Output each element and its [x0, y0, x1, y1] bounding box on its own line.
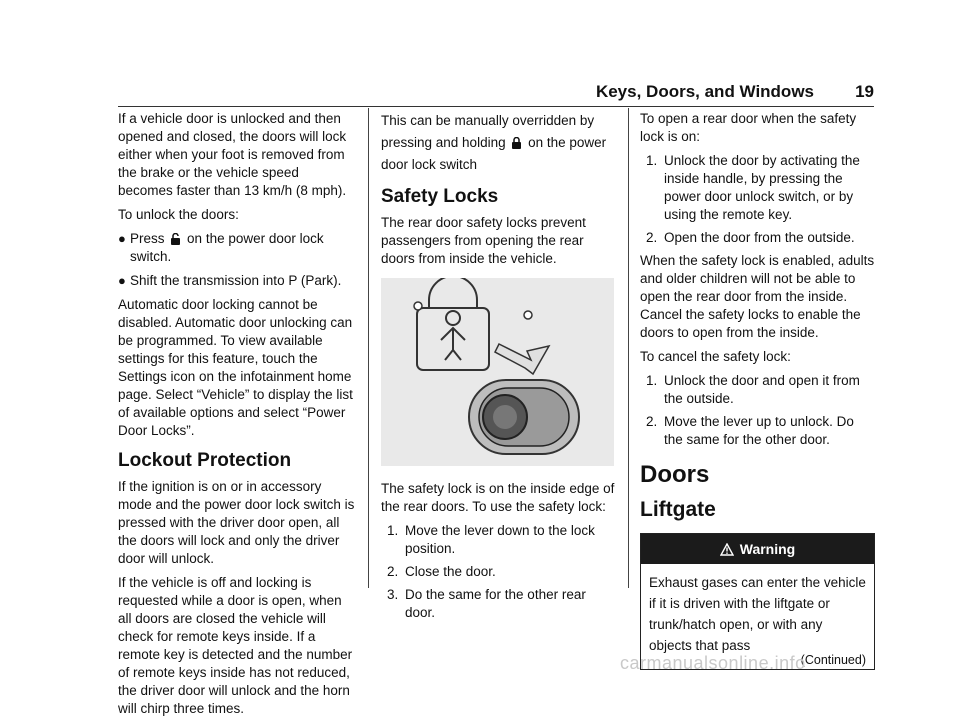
bullet-text: on the power door lock switch. [130, 231, 324, 264]
warning-header [641, 534, 874, 564]
column-2 [381, 110, 616, 627]
warning-box [640, 533, 875, 670]
paragraph: The rear door safety locks prevent passengers from opening the rear doors from inside the vehicle. [381, 215, 586, 266]
column-1 [118, 110, 356, 724]
unlock-icon [170, 233, 181, 245]
list-item: 3. Do the same for the other rear door. [387, 586, 616, 622]
paragraph: The safety lock is on the inside edge of the rear doors. To use the safety lock: [381, 481, 615, 514]
list-item: 2. Close the door. [387, 564, 496, 579]
step-text: Open the door from the outside. [664, 230, 855, 245]
paragraph: If a vehicle door is unlocked and then opened and closed, the doors will lock either when your foot is removed from the brake or the vehicle speed becomes faster than 13 km/h (8 mph). [118, 111, 347, 198]
list-item: 1. Unlock the door and open it from the outside. [646, 372, 876, 408]
lock-icon [511, 137, 522, 149]
list-item: 2. Open the door from the outside. [646, 230, 855, 245]
bullet-text: Press [130, 231, 165, 246]
step-text: Move the lever down to the lock position. [405, 523, 595, 556]
column-3 [640, 110, 876, 670]
heading-safety-locks: Safety Locks [381, 186, 499, 207]
watermark: carmanualsonline.info [620, 653, 806, 673]
list-item [118, 272, 356, 290]
paragraph-text: on the power door lock switch [381, 135, 607, 172]
step-text: Do the same for the other rear door. [405, 587, 586, 620]
paragraph-text: This can be manually overridden by pressing and holding [381, 113, 595, 150]
list-item: 2. Move the lever up to unlock. Do the same for the other door. [646, 413, 876, 449]
warning-text: Exhaust gases can enter the vehicle if it is driven with the liftgate or trunk/hatch open, or with any objects that pass [649, 575, 866, 653]
step-text: Unlock the door by activating the inside handle, by pressing the power door unlock switch, or by using the remote key. [664, 153, 860, 222]
heading-liftgate: Liftgate [640, 498, 716, 521]
step-text: Unlock the door and open it from the outside. [664, 373, 860, 406]
paragraph: When the safety lock is enabled, adults and older children will not be able to open the rear door from the inside. Cancel the safety locks to enable the doors to open from the inside. [640, 253, 875, 340]
bullet-text: Shift the transmission into P (Park). [130, 273, 342, 288]
list-item: 1. Unlock the door by activating the inside handle, by pressing the power door unlock switch, or by using the remote key. [646, 152, 876, 224]
list-item [118, 230, 356, 266]
page-number: 19 [855, 82, 874, 101]
heading-doors: Doors [640, 461, 710, 488]
column-divider [628, 108, 629, 588]
warning-triangle-icon [720, 543, 734, 556]
continued-label: (Continued) [800, 653, 866, 667]
paragraph: If the vehicle is off and locking is requested while a door is open, when all doors are closed the vehicle will check for remote keys inside. If a remote key is detected and the number of remote keys inside has not reduced, the driver door will unlock and the horn will chirp three times. [118, 575, 353, 716]
step-text: Move the lever up to unlock. Do the same for the other door. [664, 414, 854, 447]
paragraph [381, 110, 616, 176]
paragraph: To open a rear door when the safety lock is on: [640, 111, 857, 144]
step-text: Close the door. [405, 564, 496, 579]
paragraph: To cancel the safety lock: [640, 349, 791, 364]
header-rule [118, 106, 874, 107]
page-header [118, 82, 874, 108]
heading-lockout-protection: Lockout Protection [118, 450, 292, 471]
bullet-icon: ● [118, 273, 126, 288]
paragraph: To unlock the doors: [118, 207, 239, 222]
warning-title: Warning [739, 541, 796, 557]
section-title: Keys, Doors, and Windows [595, 82, 814, 101]
safety-lock-diagram [381, 278, 614, 466]
bullet-icon: ● [118, 231, 126, 246]
paragraph: Automatic door locking cannot be disabled. Automatic door unlocking can be programmed. To view available settings for this feature, touch the Settings icon on the infotainment home page. Select “Vehicle” to display the list of available options and select “Power Door Locks”. [118, 297, 353, 438]
column-divider [368, 108, 369, 588]
list-item: 1. Move the lever down to the lock position. [387, 522, 616, 558]
safety-lock-illustration [381, 278, 614, 466]
paragraph: If the ignition is on or in accessory mode and the power door lock switch is pressed with the driver door open, all the doors will lock and only the driver door will unlock. [118, 479, 355, 566]
